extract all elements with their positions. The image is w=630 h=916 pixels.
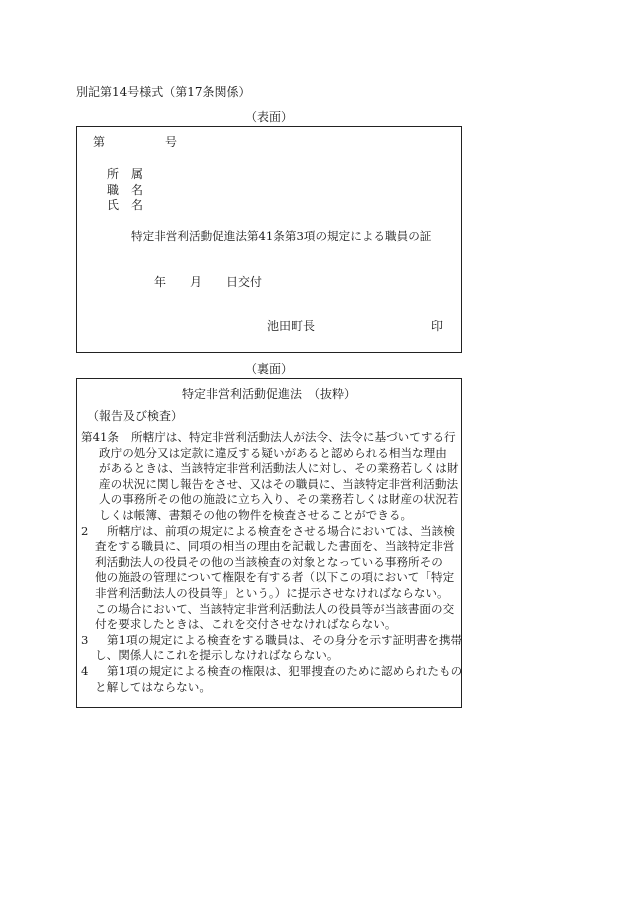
article-line: し、関係人にこれを提示しなければならない。	[95, 648, 339, 663]
name-label: 氏 名	[107, 198, 144, 212]
issue-year: 年	[154, 275, 167, 289]
article-paragraph	[81, 430, 459, 524]
section-caption: （報告及び検査）	[87, 409, 184, 423]
certificate-title: 特定非営利活動促進法第41条第3項の規定による職員の証	[131, 229, 432, 243]
article-line: があるときは、当該特定非営利活動法人に対し、その業務若しくは財	[99, 461, 459, 476]
form-header: 別記第14号様式（第17条関係）	[76, 85, 251, 99]
law-title: 特定非営利活動促進法 （抜粋）	[181, 387, 356, 401]
article-body	[95, 524, 453, 633]
position-label: 職 名	[107, 183, 144, 197]
number-dai: 第	[93, 135, 106, 149]
article-line: 所轄庁は、特定非営利活動法人が法令、法令に基づいてする行	[131, 430, 456, 444]
article-line: 他の施設の管理について権限を有する者（以下この項において「特定	[95, 570, 455, 585]
article-line: この場合において、当該特定非営利活動法人の役員等が当該書面の交	[95, 601, 455, 616]
article-line: 付を要求したときは、これを交付させなければならない。	[95, 617, 397, 632]
back-card	[76, 378, 462, 708]
number-go: 号	[165, 135, 178, 149]
affiliation-label: 所 属	[107, 167, 144, 181]
issue-day: 日交付	[226, 275, 263, 289]
article-line: 非営利活動法人の役員等」という。）に提示させなければならない。	[95, 585, 449, 600]
seal-mark: 印	[431, 319, 444, 333]
article-line: 人の事務所その他の施設に立ち入り、その業務若しくは財産の状況若	[99, 492, 459, 507]
article-number: 第41条	[81, 430, 119, 444]
back-label: （裏面）	[244, 362, 293, 376]
issuer: 池田町長	[267, 319, 316, 333]
article-paragraph	[81, 524, 453, 633]
article-line: 利活動法人の役員その他の当該検査の対象となっている事務所その	[95, 554, 443, 569]
article-body	[95, 664, 463, 695]
article-line: 政庁の処分又は定款に違反する疑いがあると認められる相当な理由	[99, 445, 447, 460]
article-line: 産の状況に関し報告をさせ、又はその職員に、当該特定非営利活動法	[99, 476, 459, 491]
article-line: 所轄庁は、前項の規定による検査をさせる場合においては、当該検	[107, 523, 455, 538]
article-paragraph	[81, 632, 463, 664]
article-line: しくは帳簿、書類その他の物件を検査させることができる。	[99, 507, 413, 522]
article-line: 第1項の規定による検査の権限は、犯罪捜査のために認められたもの	[107, 664, 463, 678]
article-paragraph	[81, 664, 463, 695]
article-line: 第1項の規定による検査をする職員は、その身分を示す証明書を携帯	[107, 632, 463, 647]
article-number: 3	[81, 632, 89, 647]
issue-month: 月	[190, 275, 203, 289]
article-line: と解してはならない。	[95, 679, 211, 694]
article-number: 2	[81, 523, 89, 538]
article-line: 査をする職員に、同項の相当の理由を記載した書面を、当該特定非営	[95, 539, 455, 554]
article-number: 4	[81, 664, 89, 678]
article-body	[95, 430, 459, 524]
front-card	[76, 126, 462, 353]
article-body	[95, 632, 463, 664]
front-label: （表面）	[244, 110, 293, 124]
